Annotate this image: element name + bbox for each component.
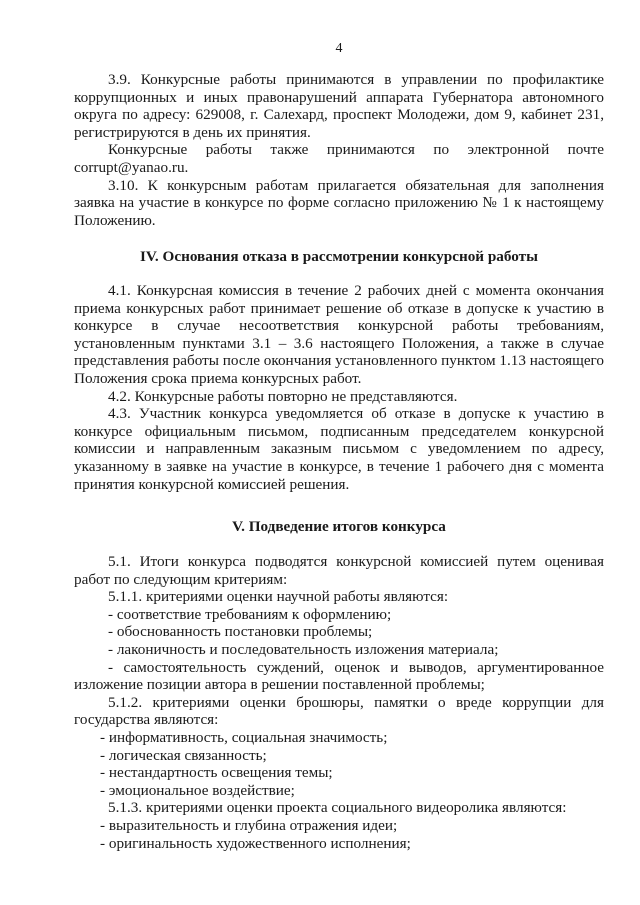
paragraph-4-2: 4.2. Конкурсные работы повторно не представляются.: [108, 387, 458, 405]
list-item: - эмоциональное воздействие;: [100, 781, 295, 799]
section-5-heading: V. Подведение итогов конкурса: [232, 518, 446, 535]
paragraph-email-line: Конкурсные работы также принимаются по электронной почте: [108, 141, 604, 159]
list-item: - лаконичность и последовательность изложения материала;: [108, 640, 499, 658]
paragraph-5-1-1: 5.1.1. критериями оценки научной работы являются:: [108, 588, 449, 606]
paragraph-5-1: 5.1. Итоги конкурса подводятся конкурсной комиссией путем оценивая работ по следующим критериям:: [74, 553, 604, 588]
section-4-heading: IV. Основания отказа в рассмотрении конкурсной работы: [140, 248, 538, 265]
list-item: - логическая связанность;: [100, 746, 267, 764]
paragraph-3-9: 3.9. Конкурсные работы принимаются в управлении по профилактике коррупционных и иных правонарушений аппарата Губернатора автономного округа по адресу: 629008, г. Салехард, проспект Молодежи, дом 9, кабинет 231, регистрируются в день их принятия.: [74, 71, 604, 141]
list-item: - соответствие требованиям к оформлению;: [108, 605, 392, 623]
paragraph-4-3: 4.3. Участник конкурса уведомляется об отказе в допуске к участию в конкурсе официальным письмом, подписанным председателем конкурсной комиссии и направленным заказным письмом с уведомлением по адресу, указанному в заявке на участие в конкурсе, в течение 1 рабочего дня с момента принятия конкурсной комиссией решения.: [74, 405, 604, 493]
email-address: corrupt@yanao.ru.: [74, 158, 189, 176]
list-item: - нестандартность освещения темы;: [100, 764, 333, 782]
list-item: - выразительность и глубина отражения идеи;: [100, 816, 398, 834]
list-item: - информативность, социальная значимость;: [100, 728, 388, 746]
list-item: - самостоятельность суждений, оценок и выводов, аргументированное изложение позиции автора в решении поставленной проблемы;: [74, 658, 604, 694]
list-item: - обоснованность постановки проблемы;: [108, 623, 373, 641]
paragraph-5-1-2: 5.1.2. критериями оценки брошюры, памятки о вреде коррупции для государства являются:: [74, 693, 604, 729]
page-number: 4: [335, 41, 343, 56]
section-3-block: [74, 71, 604, 229]
list-item: - оригинальность художественного исполнения;: [100, 834, 411, 852]
section-5-block: [74, 553, 604, 852]
paragraph-5-1-3: 5.1.3. критериями оценки проекта социального видеоролика являются:: [108, 799, 567, 817]
section-4-block: [74, 282, 604, 493]
paragraph-3-10: 3.10. К конкурсным работам прилагается обязательная для заполнения заявка на участие в конкурсе по форме согласно приложению № 1 к настоящему Положению.: [74, 176, 604, 229]
paragraph-4-1: 4.1. Конкурсная комиссия в течение 2 рабочих дней с момента окончания приема конкурсных работ принимает решение об отказе в допуске к участию в конкурсе в случае несоответствия конкурсной работы требованиям, установленным пунктами 3.1 – 3.6 настоящего Положения, а также в случае представления работы после окончания установленного пунктом 1.13 настоящего Положения срока приема конкурсных работ.: [74, 282, 604, 387]
